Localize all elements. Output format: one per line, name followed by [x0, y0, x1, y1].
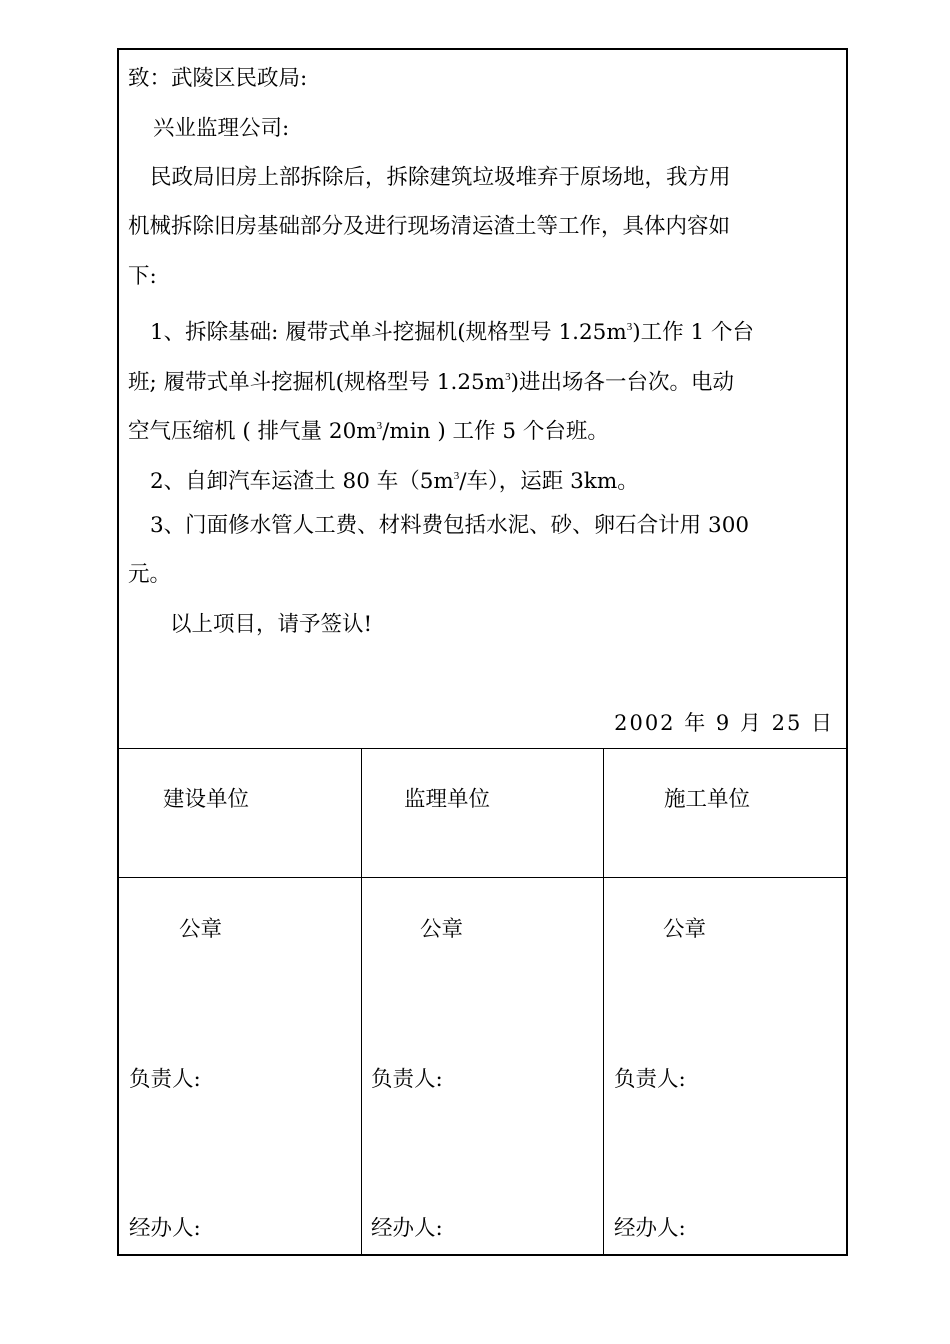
column-header — [604, 749, 846, 878]
paragraph-line: 民政局旧房上部拆除后，拆除建筑垃圾堆弃于原场地，我方用 — [150, 165, 731, 190]
column-title: 监理单位 — [404, 787, 491, 812]
agent-label: 经办人: — [614, 1216, 686, 1241]
cc-line: 兴业监理公司: — [153, 116, 290, 141]
letter-body — [119, 50, 846, 749]
item-3-line-1: 3、门面修水管人工费、材料费包括水泥、砂、卵石合计用 300 — [150, 513, 750, 538]
item-text: )工作 1 个台 — [632, 320, 754, 345]
seal-label: 公章 — [663, 917, 707, 942]
signature-column-supervisor — [361, 749, 604, 1254]
closing-line: 以上项目，请予签认! — [170, 612, 373, 637]
item-text: 1、拆除基础: 履带式单斗挖掘机(规格型号 1.25m — [150, 320, 627, 345]
item-text: 空气压缩机 ( 排气量 20m — [128, 419, 377, 444]
agent-label: 经办人: — [129, 1216, 201, 1241]
item-3-line-2: 元。 — [128, 562, 172, 587]
form-frame — [117, 48, 848, 1256]
seal-label: 公章 — [179, 917, 223, 942]
column-header — [361, 749, 603, 878]
item-1-line-1 — [150, 312, 754, 348]
item-text: /车），运距 3km。 — [459, 469, 639, 494]
superscript: 3 — [626, 321, 633, 333]
addressee-line: 致：武陵区民政局: — [128, 66, 308, 91]
superscript: 3 — [376, 420, 383, 432]
item-text: /min ) 工作 5 个台班。 — [382, 419, 609, 444]
superscript: 3 — [453, 470, 460, 482]
seal-label: 公章 — [420, 917, 464, 942]
item-text: )进出场各一台次。电动 — [510, 370, 734, 395]
responsible-label: 负责人: — [371, 1067, 443, 1092]
column-title: 施工单位 — [664, 787, 751, 812]
responsible-label: 负责人: — [129, 1067, 201, 1092]
item-text: 2、自卸汽车运渣土 80 车（5m — [150, 469, 454, 494]
agent-label: 经办人: — [371, 1216, 443, 1241]
letter-date: 2002 年 9 月 25 日 — [614, 711, 834, 735]
signature-column-contractor — [604, 749, 846, 1254]
item-2-line — [150, 461, 639, 497]
column-title: 建设单位 — [163, 787, 250, 812]
item-1-line-3 — [128, 411, 609, 447]
item-1-line-2 — [128, 362, 734, 398]
paragraph-line: 机械拆除旧房基础部分及进行现场清运渣土等工作，具体内容如 — [128, 214, 731, 239]
responsible-label: 负责人: — [614, 1067, 686, 1092]
column-header — [119, 749, 361, 878]
paragraph-line: 下: — [128, 264, 157, 289]
superscript: 3 — [505, 371, 511, 383]
item-text: 班; 履带式单斗挖掘机(规格型号 1.25m — [128, 370, 506, 395]
signature-column-owner — [119, 749, 362, 1254]
